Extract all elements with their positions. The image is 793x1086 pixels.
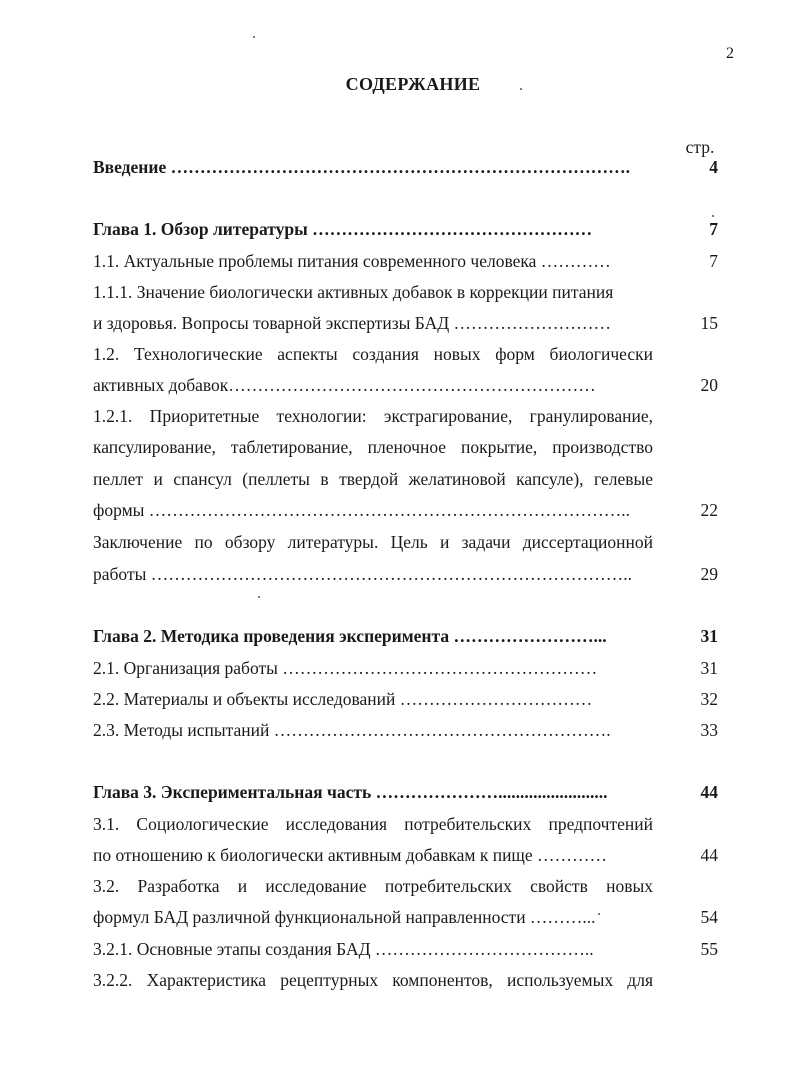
toc-entry-page: 7 (709, 219, 718, 239)
toc-entry-text: и здоровья. Вопросы товарной экспертизы БАД ……………………… (93, 313, 612, 333)
toc-entry-text: 1.1.1. Значение биологически активных добавок в коррекции питания (93, 282, 614, 302)
toc-entry (93, 246, 718, 277)
toc-entry-text: Заключение по обзору литературы. Цель и задачи диссертационной (93, 532, 653, 552)
toc-entry (93, 809, 713, 840)
toc-entry-text: Введение ……………………………………………………………………. (93, 157, 630, 177)
toc-entry-text: Глава 2. Методика проведения эксперимента ……………………... (93, 626, 607, 646)
toc-entry-text: 2.1. Организация работы ……………………………………………… (93, 658, 598, 678)
toc-entry-text: активных добавок……………………………………………………… (93, 375, 596, 395)
toc-entry (93, 370, 718, 401)
toc-entry-page: 15 (700, 313, 718, 333)
toc-entry-text: формул БАД различной функциональной направленности ………... (93, 907, 596, 927)
toc-entry-page: 31 (700, 658, 718, 678)
toc-entry (93, 902, 718, 933)
page-title: СОДЕРЖАНИЕ (345, 74, 481, 94)
toc-entry-page: 44 (700, 845, 718, 865)
toc-entry (93, 308, 718, 339)
toc-entry (93, 277, 713, 308)
toc-entry (93, 840, 718, 871)
toc-entry-page: 22 (700, 500, 718, 520)
toc-entry-text: Глава 3. Экспериментальная часть …………………......................... (93, 782, 608, 802)
toc-entry-text: работы ……………………………………………………………………….. (93, 564, 632, 584)
toc-entry (93, 527, 713, 558)
scan-speck (598, 913, 600, 915)
toc-entry-text: 2.3. Методы испытаний …………………………………………………. (93, 720, 611, 740)
toc-entry-page: 44 (700, 782, 718, 802)
toc-entry (93, 653, 718, 684)
toc-entry-text: 3.2.2. Характеристика рецептурных компонентов, используемых для (93, 970, 653, 990)
toc-entry-text: капсулирование, таблетирование, пленочное покрытие, производство (93, 437, 653, 457)
toc-entry (93, 432, 713, 463)
toc-entry-text: 3.2. Разработка и исследование потребительских свойств новых (93, 876, 653, 896)
toc-entry (93, 152, 718, 183)
toc-entry-text: 2.2. Материалы и объекты исследований …………………………… (93, 689, 593, 709)
scan-speck (253, 36, 255, 38)
toc-entry-text: Глава 1. Обзор литературы ………………………………………… (93, 219, 593, 239)
toc-entry-page: 32 (700, 689, 718, 709)
toc-entry (93, 621, 718, 652)
toc-entry (93, 559, 718, 590)
scan-speck (712, 215, 714, 217)
toc-entry-text: 3.2.1. Основные этапы создания БАД ……………………………….. (93, 939, 594, 959)
toc-entry-text: 1.2. Технологические аспекты создания новых форм биологически (93, 344, 653, 364)
toc-entry-page: 7 (709, 251, 718, 271)
toc-entry (93, 401, 713, 432)
toc-entry (93, 339, 713, 370)
toc-entry (93, 214, 718, 245)
toc-entry-page: 4 (709, 157, 718, 177)
toc-entry (93, 934, 718, 965)
toc-entry (93, 684, 718, 715)
toc-entry-page: 20 (700, 375, 718, 395)
page-number: 2 (726, 45, 734, 62)
toc-entry (93, 715, 718, 746)
toc-entry-text: 3.1. Социологические исследования потребительских предпочтений (93, 814, 653, 834)
toc-entry-page: 54 (700, 907, 718, 927)
toc-entry-text: 1.2.1. Приоритетные технологии: экстрагирование, гранулирование, (93, 406, 653, 426)
toc-entry (93, 777, 718, 808)
toc-entry-page: 29 (700, 564, 718, 584)
toc-entry (93, 464, 713, 495)
toc-entry-page: 55 (700, 939, 718, 959)
toc-entry-text: по отношению к биологически активным добавкам к пище ………… (93, 845, 608, 865)
toc-entry-text: 1.1. Актуальные проблемы питания современного человека ………… (93, 251, 611, 271)
toc-entry-page: 31 (700, 626, 718, 646)
page-column-label: стр. (685, 137, 715, 157)
toc-entry (93, 965, 713, 996)
toc-entry-text: формы ……………………………………………………………………….. (93, 500, 631, 520)
scan-speck (258, 596, 260, 598)
toc-entry-page: 33 (700, 720, 718, 740)
toc-entry-text: пеллет и спансул (пеллеты в твердой желатиновой капсуле), гелевые (93, 469, 653, 489)
toc-entry (93, 871, 713, 902)
toc-entry (93, 495, 718, 526)
scan-speck (520, 88, 522, 90)
